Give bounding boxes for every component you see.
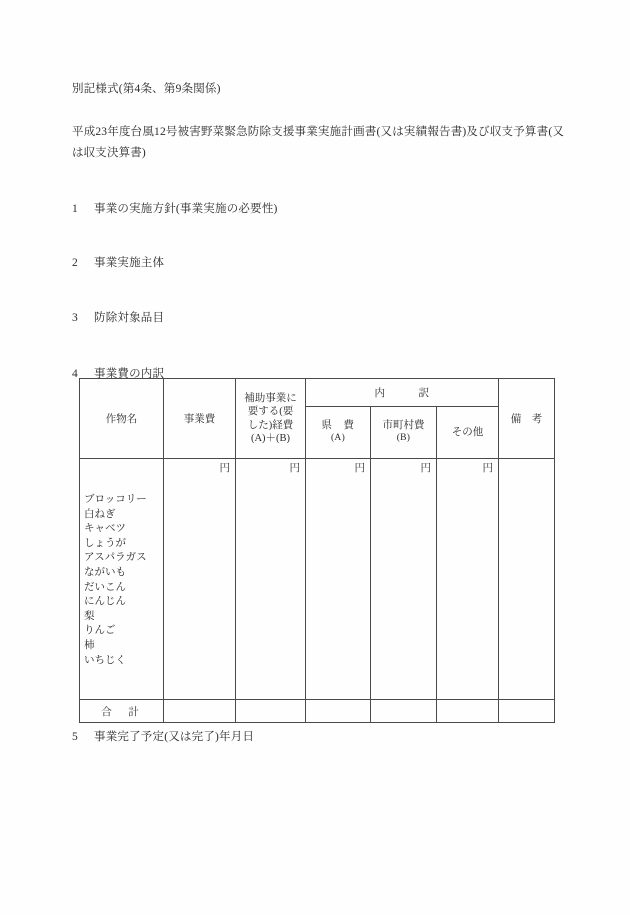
section-5-label: 事業完了予定(又は完了)年月日 bbox=[94, 731, 255, 743]
unit-cell-subsidy-expense: 円 bbox=[236, 459, 306, 476]
section-1-label: 事業の実施方針(事業実施の必要性) bbox=[94, 203, 278, 215]
crop-list-item: キャベツ bbox=[84, 523, 126, 535]
other-label: その他 bbox=[451, 426, 484, 438]
cost-breakdown-table bbox=[79, 378, 555, 723]
crop-list-item: いちじく bbox=[84, 654, 126, 666]
prefecture-cost-label: 県 費 bbox=[321, 420, 355, 432]
section-2 bbox=[72, 254, 164, 270]
total-cell-project-cost[interactable] bbox=[164, 700, 236, 723]
total-cell-prefecture-cost[interactable] bbox=[306, 700, 371, 723]
cell-subsidy-expense[interactable] bbox=[236, 475, 306, 700]
document-title: 平成23年度台風12号被害野菜緊急防除支援事業実施計画書(又は実績報告書)及び収支予算書(又は収支決算書) bbox=[72, 126, 564, 159]
column-header-crop-name: 作物名 bbox=[80, 379, 164, 459]
crop-list-item: 柿 bbox=[84, 639, 95, 651]
section-3-number: 3 bbox=[72, 312, 78, 324]
total-cell-other[interactable] bbox=[437, 700, 499, 723]
crop-list-item: 梨 bbox=[84, 610, 95, 622]
table-body-row bbox=[80, 475, 555, 700]
subsidy-expense-line-4: (A)＋(B) bbox=[250, 433, 291, 444]
table-header-row-top bbox=[80, 379, 555, 407]
municipal-cost-note: (B) bbox=[396, 433, 411, 444]
unit-cell-municipal-cost: 円 bbox=[371, 459, 437, 476]
column-header-remarks: 備 考 bbox=[499, 379, 555, 459]
cell-municipal-cost[interactable] bbox=[371, 475, 437, 700]
section-1-number: 1 bbox=[72, 203, 78, 215]
section-1 bbox=[72, 200, 278, 216]
crop-list-item: ブロッコリー bbox=[84, 494, 147, 505]
total-cell-subsidy-expense[interactable] bbox=[236, 700, 306, 723]
cell-prefecture-cost[interactable] bbox=[306, 475, 371, 700]
crop-name-list bbox=[82, 493, 163, 668]
subsidy-expense-line-1: 補助事業に bbox=[244, 392, 297, 404]
subsidy-expense-line-2: 要する(要 bbox=[247, 406, 294, 417]
crop-list-item: 白ねぎ bbox=[84, 508, 116, 520]
section-5 bbox=[72, 728, 254, 744]
column-header-project-cost: 事業費 bbox=[164, 379, 236, 459]
cell-other[interactable] bbox=[437, 475, 499, 700]
unit-cell-remarks bbox=[499, 459, 555, 476]
section-4-label: 事業費の内訳 bbox=[94, 368, 165, 380]
cell-crop-name-list bbox=[80, 475, 164, 700]
cell-project-cost[interactable] bbox=[164, 475, 236, 700]
section-3-label: 防除対象品目 bbox=[94, 312, 165, 324]
total-row-label: 合 計 bbox=[80, 700, 164, 723]
section-5-number: 5 bbox=[72, 731, 78, 743]
form-reference: 別記様式(第4条、第9条関係) bbox=[72, 83, 221, 95]
table-total-row bbox=[80, 700, 555, 723]
column-header-breakdown-group: 内 訳 bbox=[306, 379, 499, 407]
column-header-prefecture-cost bbox=[306, 406, 371, 458]
total-cell-municipal-cost[interactable] bbox=[371, 700, 437, 723]
municipal-cost-label: 市町村費 bbox=[382, 420, 425, 432]
total-cell-remarks[interactable] bbox=[499, 700, 555, 723]
crop-list-item: アスパラガス bbox=[84, 552, 147, 564]
crop-list-item: ながいも bbox=[84, 566, 126, 578]
column-header-municipal-cost bbox=[371, 406, 437, 458]
crop-list-item: しょうが bbox=[84, 537, 126, 549]
section-3 bbox=[72, 309, 164, 325]
column-header-subsidy-expense bbox=[236, 379, 306, 459]
prefecture-cost-note: (A) bbox=[330, 433, 346, 444]
section-2-label: 事業実施主体 bbox=[94, 257, 165, 269]
column-header-other bbox=[437, 406, 499, 458]
unit-cell-other: 円 bbox=[437, 459, 499, 476]
crop-list-item: にんじん bbox=[84, 596, 126, 608]
crop-list-item: だいこん bbox=[84, 581, 126, 593]
table-unit-row bbox=[80, 459, 555, 476]
cell-remarks[interactable] bbox=[499, 475, 555, 700]
unit-cell-project-cost: 円 bbox=[164, 459, 236, 476]
unit-cell-crop-name bbox=[80, 459, 164, 476]
crop-list-item: りんご bbox=[84, 625, 116, 637]
unit-cell-prefecture-cost: 円 bbox=[306, 459, 371, 476]
section-4-number: 4 bbox=[72, 368, 78, 380]
subsidy-expense-line-3: した)経費 bbox=[247, 419, 294, 431]
section-2-number: 2 bbox=[72, 257, 78, 269]
